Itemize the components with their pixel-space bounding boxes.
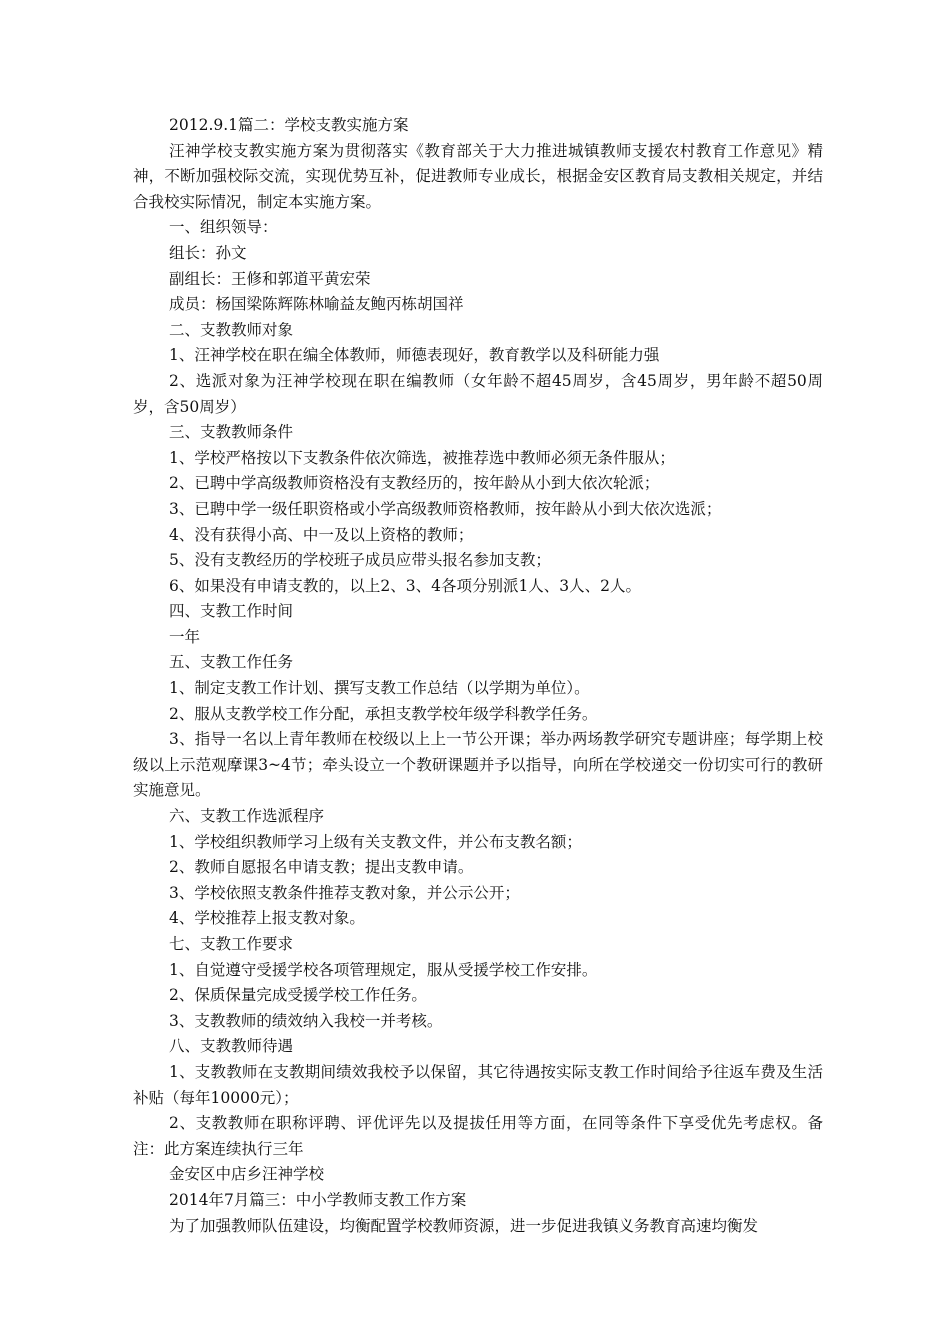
list-item: 3、学校依照支教条件推荐支教对象，并公示公开； xyxy=(169,883,520,902)
next-article-intro: 为了加强教师队伍建设，均衡配置学校教师资源，进一步促进我镇义务教育高速均衡发 xyxy=(169,1216,759,1235)
section-heading-7: 七、支教工作要求 xyxy=(169,935,294,953)
list-item: 6、如果没有申请支教的，以上2、3、4各项分别派1人、3人、2人。 xyxy=(169,576,642,595)
list-item: 2、选派对象为汪神学校现在职在编教师（女年龄不超45周岁，含45周岁，男年龄不超50周岁，含50周岁） xyxy=(133,371,823,416)
deputy-leader-line: 副组长：王修和郭道平黄宏荣 xyxy=(169,269,371,288)
members-line: 成员：杨国梁陈辉陈林喻益友鲍丙栋胡国祥 xyxy=(169,295,464,314)
list-item: 1、制定支教工作计划、撰写支教工作总结（以学期为单位）。 xyxy=(169,679,590,698)
list-item: 2、保质保量完成受援学校工作任务。 xyxy=(169,986,427,1005)
list-item: 1、自觉遵守受援学校各项管理规定，服从受援学校工作安排。 xyxy=(169,960,598,979)
list-item: 1、学校组织教师学习上级有关支教文件，并公布支教名额； xyxy=(169,832,582,851)
list-item: 1、支教教师在支教期间绩效我校予以保留，其它待遇按实际支教工作时间给予往返车费及生活补贴（每年10000元）； xyxy=(133,1062,823,1107)
duration-line: 一年 xyxy=(169,627,201,646)
section-heading-8: 八、支教教师待遇 xyxy=(169,1037,294,1056)
date-title-line: 2012.9.1篇二：学校支教实施方案 xyxy=(169,116,409,134)
section-heading-6: 六、支教工作选派程序 xyxy=(169,807,325,826)
list-item: 3、指导一名以上青年教师在校级以上上一节公开课；举办两场教学研究专题讲座；每学期上校级以上示范观摩课3~4节；牵头设立一个教研课题并予以指导，向所在学校递交一份切实可行的教研实施意见。 xyxy=(133,730,823,800)
section-heading-5: 五、支教工作任务 xyxy=(169,653,294,672)
list-item: 3、支教教师的绩效纳入我校一并考核。 xyxy=(169,1011,443,1030)
section-heading-4: 四、支教工作时间 xyxy=(169,602,294,621)
school-signature: 金安区中店乡汪神学校 xyxy=(169,1165,325,1184)
list-item: 4、学校推荐上报支教对象。 xyxy=(169,909,365,928)
list-item: 3、已聘中学一级任职资格或小学高级教师资格教师，按年龄从小到大依次选派； xyxy=(169,499,722,518)
intro-paragraph: 汪神学校支教实施方案为贯彻落实《教育部关于大力推进城镇教师支援农村教育工作意见》精神，不断加强校际交流，实现优势互补，促进教师专业成长，根据金安区教育局支教相关规定，并结合我校实际情况，制定本实施方案。 xyxy=(133,141,823,211)
section-heading-1: 一、组织领导： xyxy=(169,218,278,237)
list-item: 2、支教教师在职称评聘、评优评先以及提拔任用等方面，在同等条件下享受优先考虑权。备注：此方案连续执行三年 xyxy=(133,1114,823,1158)
list-item: 2、服从支教学校工作分配，承担支教学校年级学科教学任务。 xyxy=(169,704,598,723)
leader-line: 组长：孙文 xyxy=(169,243,247,262)
section-heading-3: 三、支教教师条件 xyxy=(169,423,294,442)
list-item: 2、已聘中学高级教师资格没有支教经历的，按年龄从小到大依次轮派； xyxy=(169,474,660,493)
list-item: 4、没有获得小高、中一及以上资格的教师； xyxy=(169,525,474,544)
list-item: 5、没有支教经历的学校班子成员应带头报名参加支教； xyxy=(169,551,551,570)
next-article-title: 2014年7月篇三：中小学教师支教工作方案 xyxy=(169,1190,467,1209)
document-body xyxy=(133,113,823,1239)
list-item: 1、汪神学校在职在编全体教师，师德表现好，教育教学以及科研能力强 xyxy=(169,346,660,365)
section-heading-2: 二、支教教师对象 xyxy=(169,320,294,339)
list-item: 2、教师自愿报名申请支教；提出支教申请。 xyxy=(169,858,474,877)
list-item: 1、学校严格按以下支教条件依次筛选，被推荐选中教师必须无条件服从； xyxy=(169,448,675,467)
